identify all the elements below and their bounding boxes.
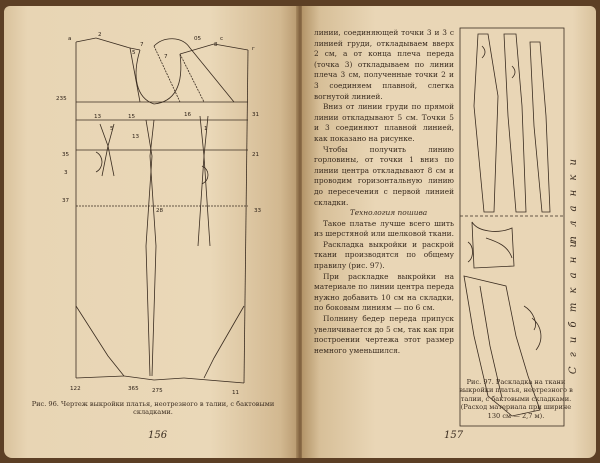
figure-caption: Рис. 96. Чертеж выкройки платья, неотрезного в талии, с бактовыми складками. (31, 400, 275, 417)
svg-text:7: 7 (140, 42, 144, 48)
paragraph: Полнину бедер переда припуск увеличивается до 5 см, так как при построении чертежа этот размер немного уменьшился. (314, 314, 454, 355)
svg-text:13: 13 (94, 114, 102, 120)
right-page (302, 6, 596, 458)
page-number: 157 (444, 430, 464, 441)
svg-text:1: 1 (204, 126, 208, 132)
paragraph: Такое платье лучше всего шить из шерстяной или шелковой ткани. (314, 218, 454, 239)
left-page (4, 6, 298, 458)
fabric-label-fold: С г и б т к а н и (568, 238, 579, 375)
svg-text:с: с (220, 36, 224, 42)
svg-text:5: 5 (110, 126, 114, 132)
svg-text:365: 365 (128, 386, 139, 392)
paragraph: Чтобы получить линию горловины, от точки 1 вниз по линии центра откладывают 8 см и проводим горизонтальную линию до пересечения с первой линией складки. (314, 144, 454, 207)
svg-text:35: 35 (62, 152, 70, 158)
svg-text:16: 16 (184, 112, 192, 118)
figure-caption: Рис. 97. Раскладка на ткани выкройки платья, неотрезного в талии, с бактовыми складками. (Расход материала при ширине 130 см — 2,7 м). (459, 378, 573, 420)
paragraph: Вниз от линии груди по прямой линии откладывают 5 см. Точки 5 и 3 соединяют плавной линией, как показано на рисунке. (314, 102, 454, 143)
svg-text:а: а (68, 36, 72, 42)
svg-text:28: 28 (156, 208, 164, 214)
svg-text:5: 5 (132, 50, 136, 56)
svg-text:2: 2 (98, 32, 102, 38)
svg-text:33: 33 (254, 208, 262, 214)
paragraph: Раскладка выкройки и раскрой ткани производятся по общему правилу (рис. 97). (314, 239, 454, 271)
svg-text:11: 11 (232, 390, 240, 396)
svg-text:21: 21 (252, 152, 260, 158)
svg-text:г: г (252, 46, 255, 52)
svg-text:05: 05 (194, 36, 202, 42)
page-number: 156 (148, 430, 168, 441)
pattern-drawing-fig96 (4, 6, 298, 458)
svg-text:7: 7 (164, 54, 168, 60)
svg-text:37: 37 (62, 198, 70, 204)
svg-text:8: 8 (214, 42, 218, 48)
fabric-label-planki: п л а н к и (568, 156, 579, 243)
svg-text:31: 31 (252, 112, 260, 118)
paragraph: При раскладке выкройки на материале по линии центра переда нужно добавить 10 см на складки, по боковым линиям — по 6 см. (314, 271, 454, 313)
svg-text:275: 275 (152, 388, 163, 394)
svg-text:3: 3 (64, 170, 68, 176)
svg-text:13: 13 (132, 134, 140, 140)
paragraph: линии, соединяющей точки 3 и 3 с линией груди, откладываем вверх 2 см, а от конца плеча переда (точка 3) откладываем по линии плеча 3 см, полученные точки 2 и 3 соединяем плавной, слегка вогнутой линией. (314, 28, 454, 101)
svg-text:122: 122 (70, 386, 81, 392)
svg-text:15: 15 (128, 114, 136, 120)
section-heading: Технология пошива (349, 208, 428, 218)
svg-text:235: 235 (56, 96, 67, 102)
